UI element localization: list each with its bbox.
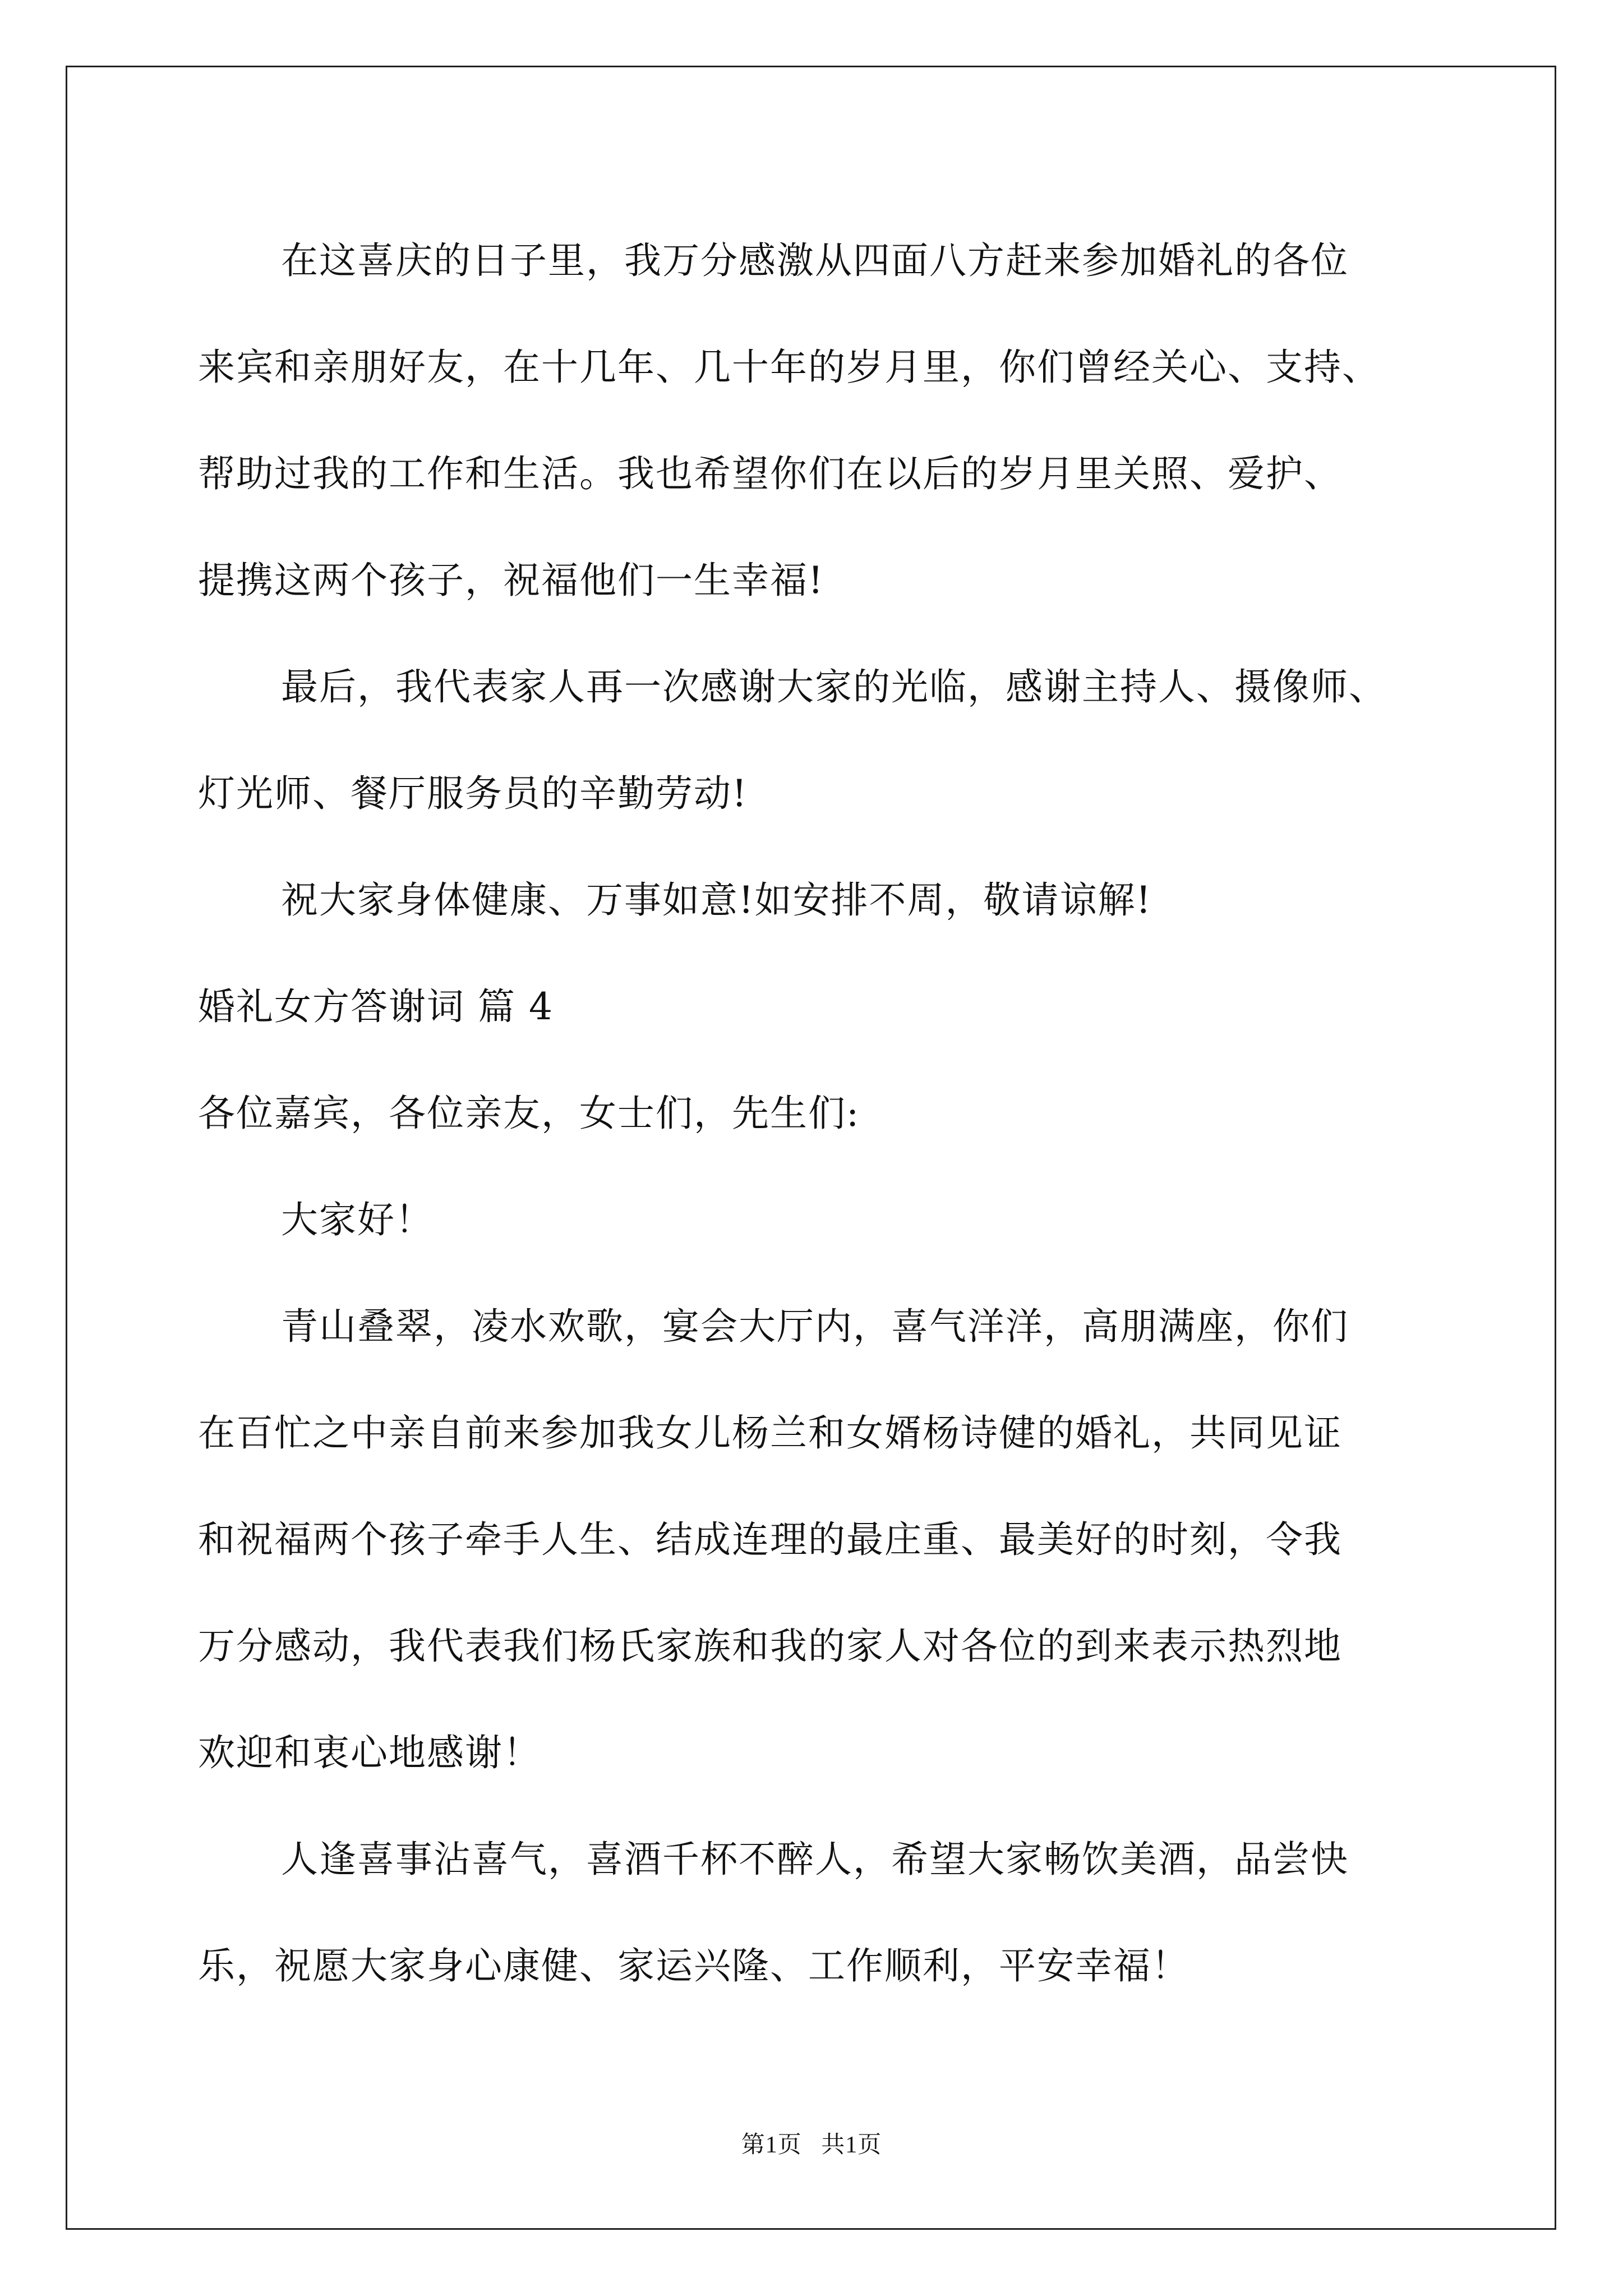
paragraph-line: 和祝福两个孩子牵手人生、结成连理的最庄重、最美好的时刻，令我 bbox=[198, 1518, 1342, 1561]
greeting: 大家好！ bbox=[281, 1198, 434, 1241]
paragraph-line: 人逢喜事沾喜气，喜酒千杯不醉人，希望大家畅饮美酒，品尝快 bbox=[281, 1838, 1349, 1881]
paragraph-line: 在这喜庆的日子里，我万分感激从四面八方赶来参加婚礼的各位 bbox=[281, 239, 1349, 282]
document-body bbox=[198, 208, 1460, 2019]
paragraph-line: 来宾和亲朋好友，在十几年、几十年的岁月里，你们曾经关心、支持、 bbox=[198, 346, 1380, 389]
paragraph-line: 最后，我代表家人再一次感谢大家的光临，感谢主持人、摄像师、 bbox=[281, 665, 1387, 708]
paragraph-line: 青山叠翠，凌水欢歌，宴会大厅内，喜气洋洋，高朋满座，你们 bbox=[281, 1305, 1349, 1348]
paragraph-line: 在百忙之中亲自前来参加我女儿杨兰和女婿杨诗健的婚礼，共同见证 bbox=[198, 1411, 1342, 1455]
page-number-footer: 第1页 共1页 bbox=[741, 2132, 882, 2158]
section-heading: 婚礼女方答谢词 篇 4 bbox=[198, 985, 554, 1028]
salutation: 各位嘉宾，各位亲友，女士们，先生们: bbox=[198, 1092, 860, 1135]
paragraph-line: 万分感动，我代表我们杨氏家族和我的家人对各位的到来表示热烈地 bbox=[198, 1625, 1342, 1668]
paragraph-line: 灯光师、餐厅服务员的辛勤劳动! bbox=[198, 772, 748, 815]
paragraph-line: 提携这两个孩子，祝福他们一生幸福! bbox=[198, 559, 824, 602]
paragraph-line: 祝大家身体健康、万事如意!如安排不周，敬请谅解! bbox=[281, 878, 1152, 922]
paragraph-line: 欢迎和衷心地感谢！ bbox=[198, 1731, 541, 1774]
paragraph-line: 帮助过我的工作和生活。我也希望你们在以后的岁月里关照、爱护、 bbox=[198, 452, 1342, 495]
paragraph-line: 乐，祝愿大家身心康健、家运兴隆、工作顺利，平安幸福！ bbox=[198, 1944, 1189, 1987]
